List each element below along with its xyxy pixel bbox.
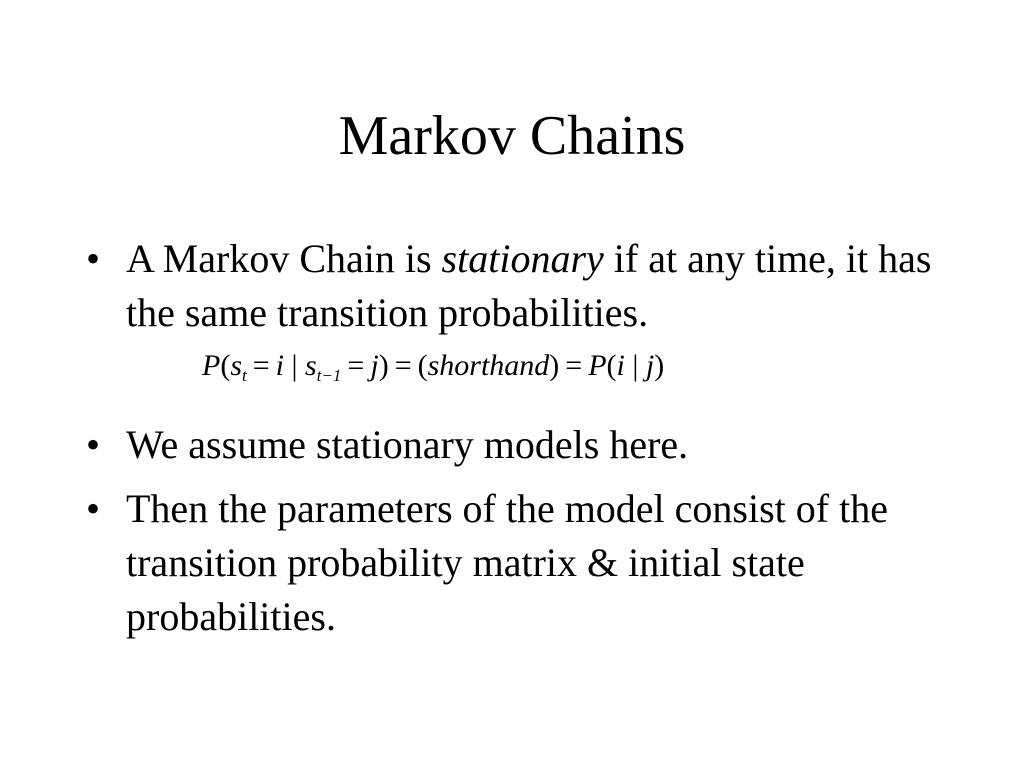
formula-s-prev: s <box>305 349 317 382</box>
bullet-marker: • <box>86 236 101 281</box>
formula-s: s <box>230 349 243 382</box>
bullet-text: Then the parameters of the model consist of the transition probability matrix & initial state probabilities. <box>126 486 888 639</box>
formula-P: P <box>202 349 221 382</box>
bullet-emphasis: stationary <box>441 236 604 281</box>
bullet-item-parameters <box>86 482 966 644</box>
bullet-text-after: if at any time, it has the same transition probabilities. <box>126 236 932 335</box>
bullet-marker: • <box>86 422 101 467</box>
bullet-text: We assume stationary models here. <box>126 422 689 467</box>
formula-subscript-t-minus-1: t−1 <box>316 366 342 385</box>
bullet-marker: • <box>86 486 101 531</box>
slide-title: Markov Chains <box>338 105 686 167</box>
formula-P-short: P <box>588 349 607 382</box>
transition-probability-formula: $P(s_t = i$ | $s_{t-1} = j$) = (shorthand) = P(i | j) <box>202 349 665 385</box>
formula-subscript-t: t <box>242 366 247 385</box>
formula-j: j <box>370 349 379 382</box>
bullet-item-assumption <box>86 418 966 472</box>
formula-j-short: j <box>645 349 655 382</box>
bullet-text-before: A Markov Chain is <box>126 236 442 281</box>
bullet-text <box>126 232 966 340</box>
formula-i-short: i <box>616 349 625 382</box>
bullet-item-stationary <box>86 232 966 340</box>
formula-i: i <box>275 349 285 382</box>
formula-shorthand: shorthand <box>427 349 550 382</box>
